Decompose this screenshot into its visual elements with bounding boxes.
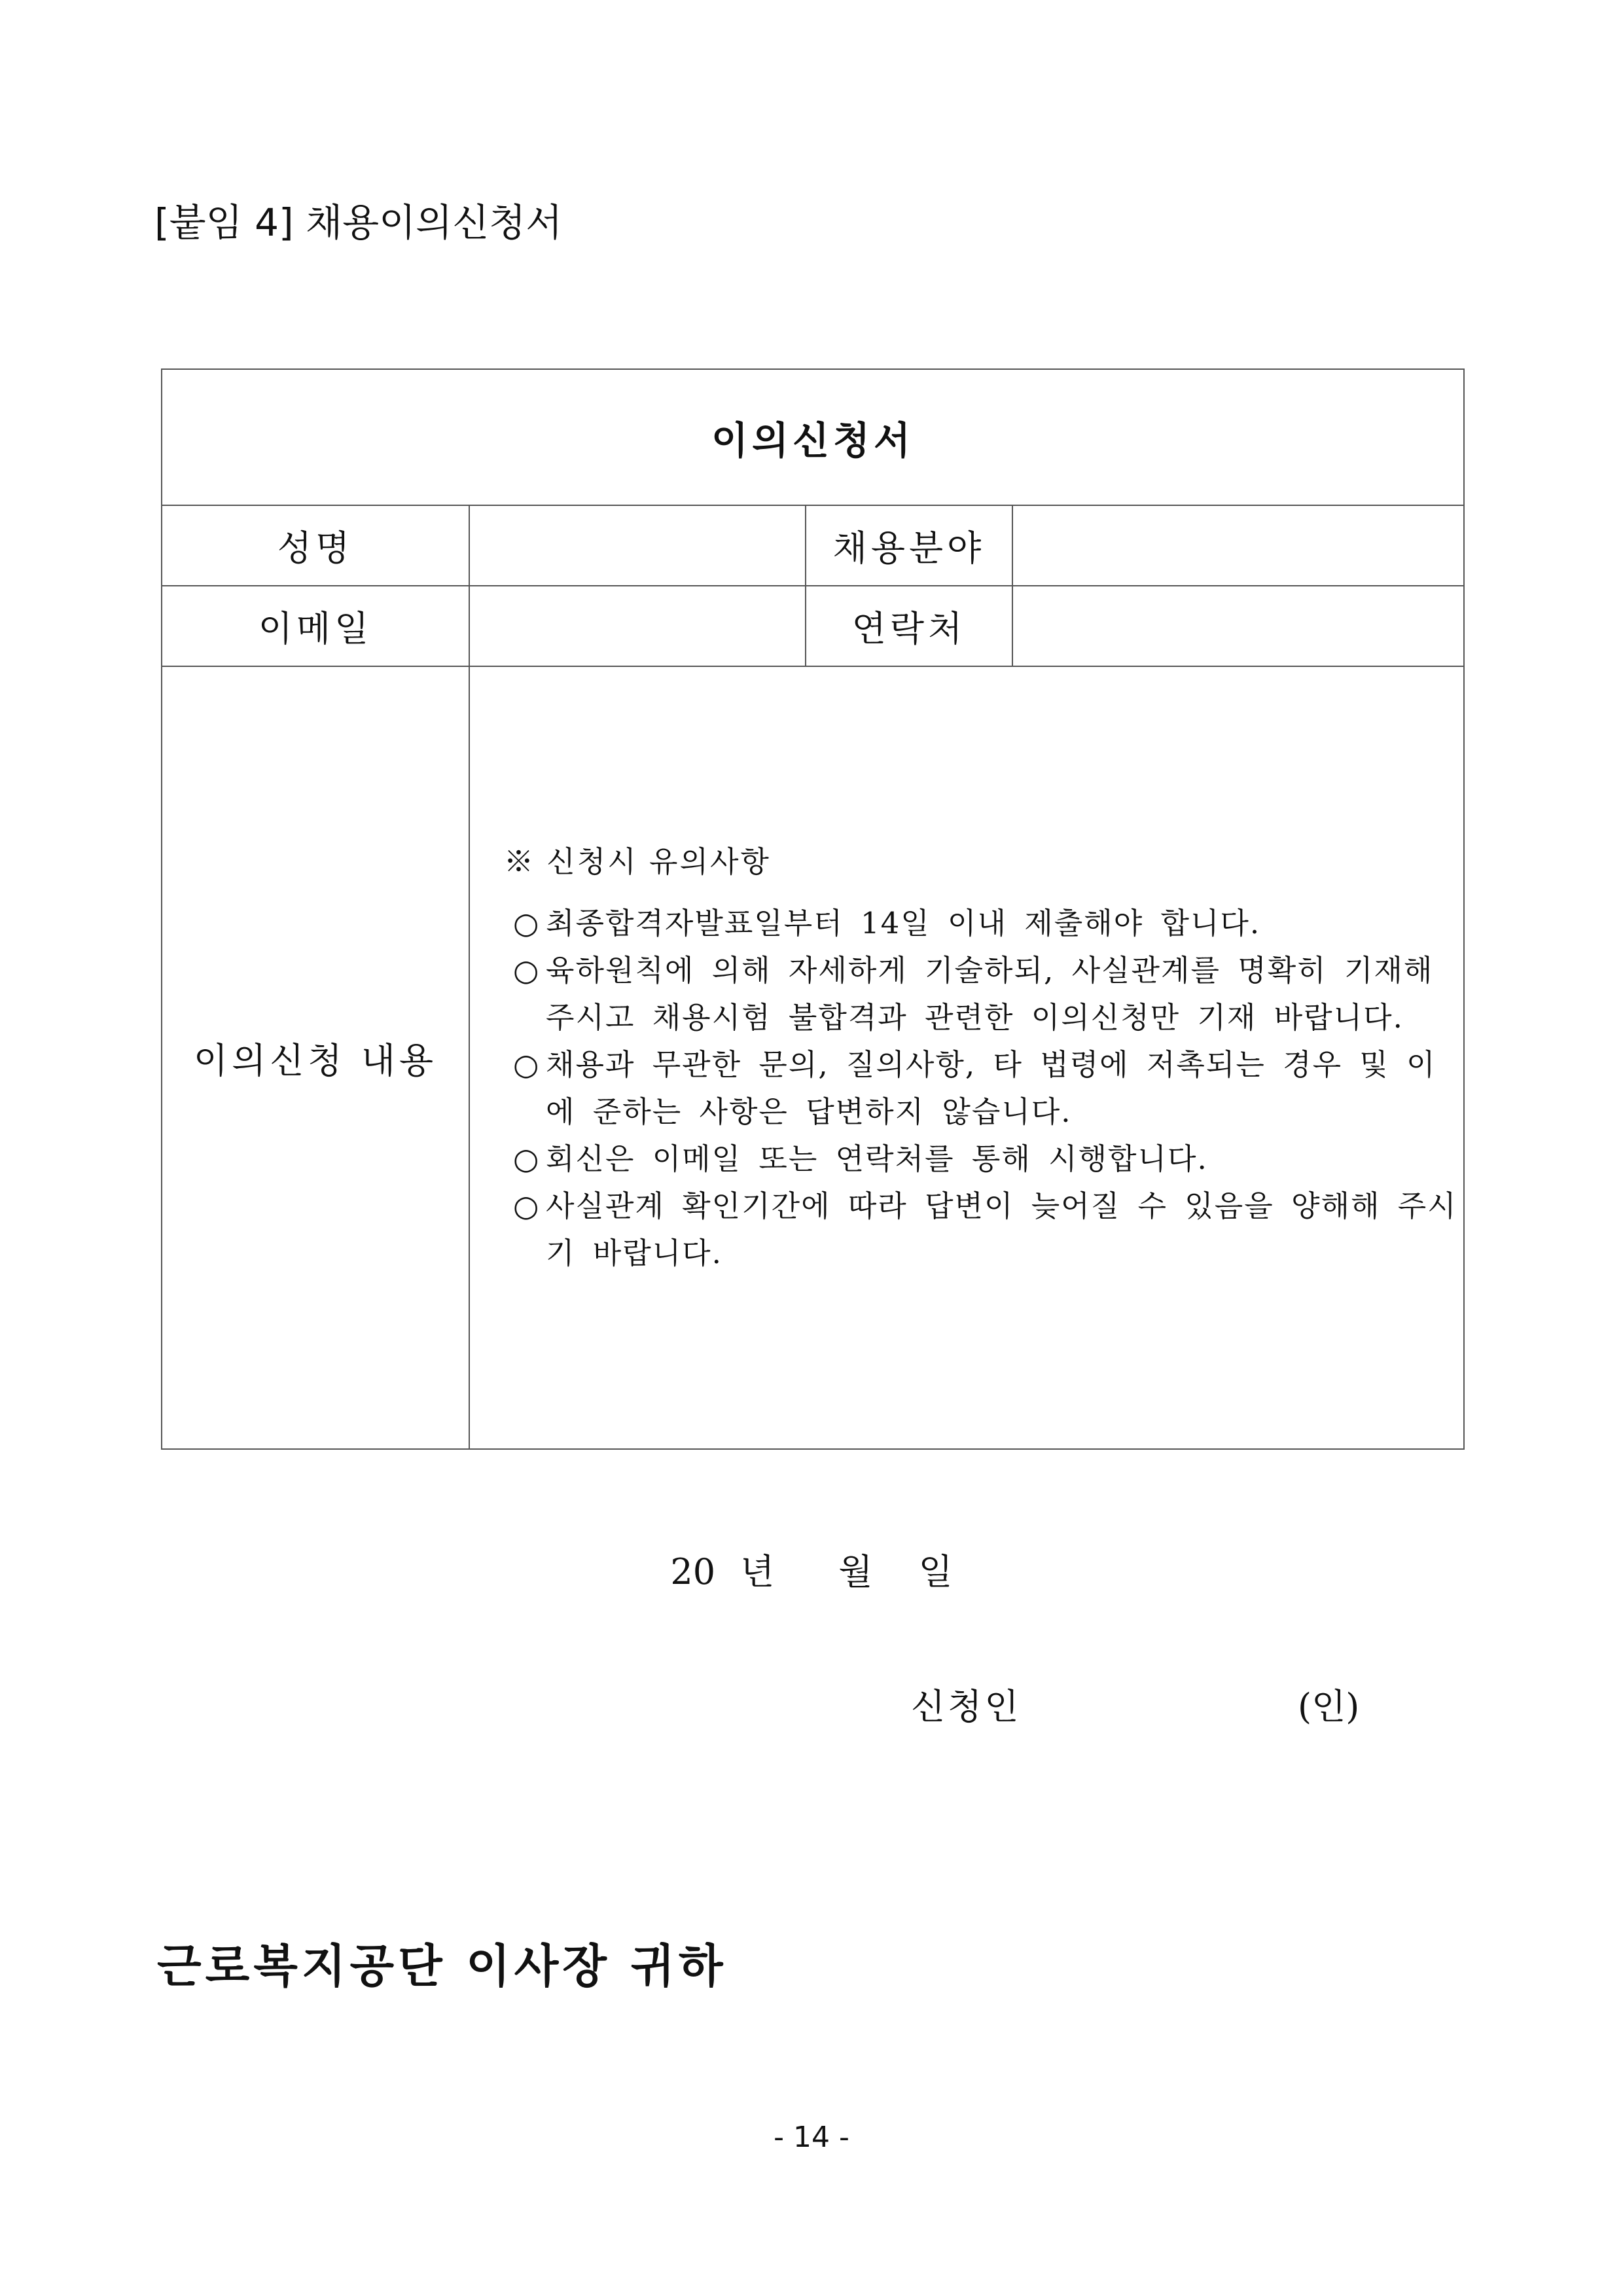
field-field[interactable]	[1012, 505, 1464, 586]
email-field[interactable]	[469, 586, 806, 666]
date-day-unit: 일	[918, 1551, 953, 1592]
objection-form-table	[161, 368, 1465, 1450]
email-label: 이메일	[162, 586, 469, 666]
name-label: 성명	[162, 505, 469, 586]
notice-item	[504, 900, 1462, 947]
notice-item-text: 육하원칙에 의해 자세하게 기술하되, 사실관계를 명확히 기재해 주시고 채용시험 불합격과 관련한 이의신청만 기재 바랍니다.	[546, 953, 1434, 1035]
notice-item-text: 사실관계 확인기간에 따라 답변이 늦어질 수 있음을 양해해 주시기 바랍니다.	[546, 1189, 1457, 1270]
date-year-unit: 년	[740, 1551, 775, 1592]
addressee: 근로복지공단 이사장 귀하	[157, 1939, 727, 1993]
name-field[interactable]	[469, 505, 806, 586]
notice-item	[504, 1136, 1462, 1183]
content-field[interactable]	[469, 666, 1464, 1449]
notice-item-text: 최종합격자발표일부터 14일 이내 제출해야 합니다.	[546, 906, 1261, 941]
notice-item	[504, 1183, 1462, 1277]
bullet-icon: ○	[513, 1047, 541, 1082]
notice-heading: ※ 신청시 유의사항	[504, 844, 771, 879]
date-line	[0, 1546, 1623, 1598]
date-month-unit: 월	[838, 1551, 873, 1592]
contact-field[interactable]	[1012, 586, 1464, 666]
notice-item	[504, 1041, 1462, 1136]
notice-item-text: 채용과 무관한 문의, 질의사항, 타 법령에 저촉되는 경우 및 이에 준하는 사항은 답변하지 않습니다.	[546, 1047, 1436, 1129]
date-year-prefix: 20	[670, 1551, 716, 1592]
bullet-icon: ○	[513, 1141, 541, 1176]
notice-item	[504, 947, 1462, 1041]
bullet-icon: ○	[513, 953, 541, 988]
bullet-icon: ○	[513, 1189, 541, 1223]
content-label: 이의신청 내용	[162, 666, 469, 1449]
notice-box	[504, 838, 1463, 1277]
seal-label: (인)	[1298, 1686, 1360, 1727]
attachment-title: [붙임 4] 채용이의신청서	[154, 200, 563, 245]
form-title: 이의신청서	[162, 369, 1464, 505]
contact-label: 연락처	[806, 586, 1012, 666]
notice-item-text: 회신은 이메일 또는 연락처를 통해 시행합니다.	[546, 1141, 1208, 1176]
page-number: - 14 -	[774, 2121, 849, 2154]
bullet-icon: ○	[513, 906, 541, 941]
applicant-label: 신청인	[911, 1686, 1022, 1727]
field-label: 채용분야	[806, 505, 1012, 586]
